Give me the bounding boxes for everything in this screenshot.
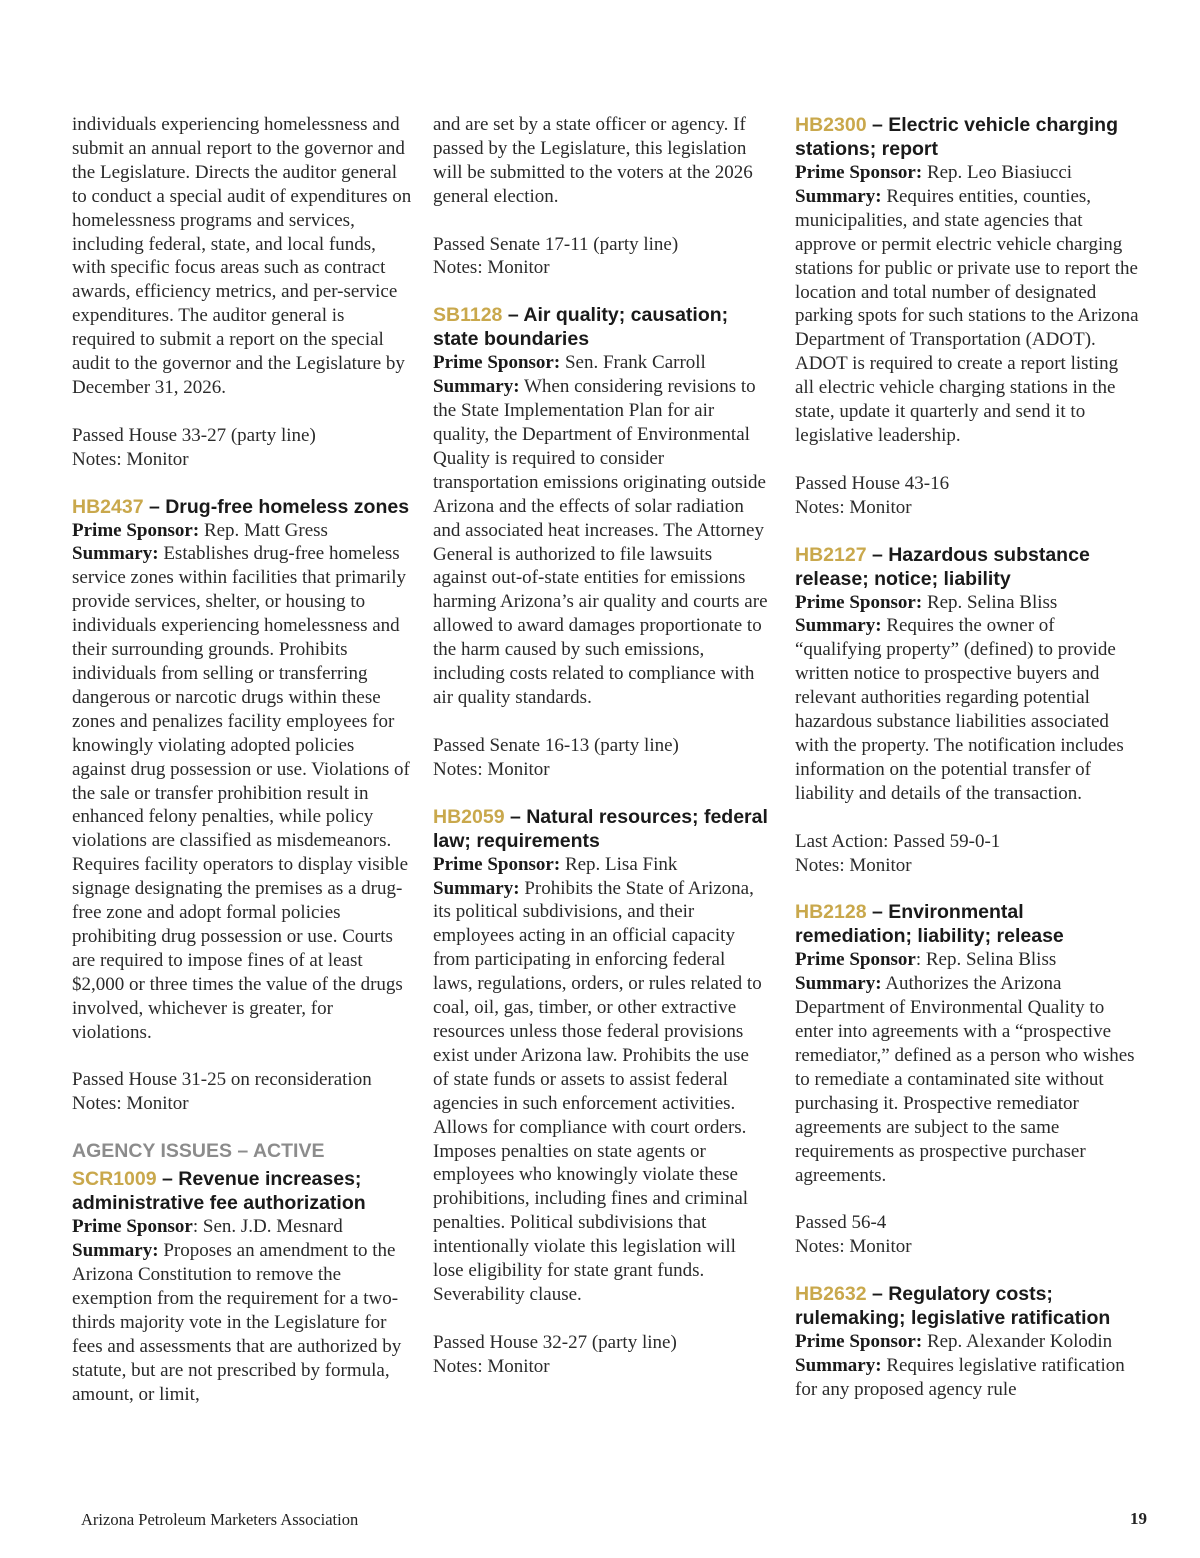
sponsor-label: Prime Sponsor: [795,1331,923,1353]
summary-label: Summary: [795,973,882,995]
bill-status: Last Action: Passed 59-0-1 [795,830,1001,852]
bill-notes: Notes: Monitor [433,257,550,279]
bill-heading [795,1282,1140,1330]
bill-status: Passed Senate 16-13 (party line) [433,734,679,756]
sponsor-label: Prime Sponsor [72,1216,193,1238]
bill-title: – Revenue increases; administrative fee authorization [72,1168,366,1215]
bill-code: SB1128 [433,304,503,327]
sponsor-label: Prime Sponsor [795,949,916,971]
bill-code: HB2437 [72,495,144,518]
body-text: and are set by a state officer or agency. If passed by the Legislature, this legislation will be submitted to the voters at the 2026 general election. [433,114,753,207]
summary-label: Summary: [795,1355,882,1377]
sponsor-label: Prime Sponsor: [433,352,561,374]
bill-summary [795,185,1140,448]
bill-heading [795,900,1140,948]
summary-label: Summary: [795,185,882,207]
prime-sponsor [433,853,768,877]
sponsor-name: Rep. Selina Bliss [922,591,1058,613]
bill-code: HB2127 [795,543,867,566]
summary-text: Requires legislative ratification for any proposed agency rule [795,1355,1125,1401]
summary-text: Requires entities, counties, municipalities, and state agencies that approve or permit electric vehicle charging stations for public or private use to report the location and total number of designated parking spots for such stations to the Arizona Department of Transportation (ADOT). ADOT is required to create a report listing all electric vehicle charging stations in the state, update it quarterly and send it to legislative leadership. [795,185,1139,446]
sponsor-name: Rep. Lisa Fink [560,853,678,875]
bill-status: Passed 56-4 [795,1212,887,1234]
summary-label: Summary: [433,877,520,899]
bill-status: Passed Senate 17-11 (party line) [433,233,679,255]
summary-text: When considering revisions to the State Implementation Plan for air quality, the Department of Environmental Quality is required to consider transportation emissions originating outside Arizona and the effects of solar radiation and associated heat increases. The Attorney General is authorized to file lawsuits against out-of-state entities for emissions harming Arizona’s air quality and courts are allowed to award damages proportionate to the harm caused by such emissions, including costs related to compliance with air quality standards. [433,376,768,709]
summary-text: Proposes an amendment to the Arizona Constitution to remove the exemption from the requirement for a two-thirds majority vote in the Legislature for fees and assessments that are authorized by statute, but are not prescribed by formula, amount, or limit, [72,1240,402,1405]
prime-sponsor [795,591,1140,615]
bill-notes: Notes: Monitor [433,758,550,780]
bill-summary [795,1354,1140,1402]
bill-notes: Notes: Monitor [433,1355,550,1377]
summary-label: Summary: [795,615,882,637]
bill-heading [72,1167,412,1215]
bill-heading [795,543,1140,591]
prime-sponsor [795,161,1140,185]
sponsor-label: Prime Sponsor: [795,162,923,183]
bill-status: Passed House 31-25 on reconsideration [72,1069,372,1091]
column-2 [433,113,768,1379]
bill-code: HB2632 [795,1283,867,1306]
column-3 [795,113,1140,1402]
prime-sponsor [72,1215,412,1239]
summary-label: Summary: [433,376,520,398]
bill-code: HB2300 [795,114,867,136]
bill-heading [433,303,768,351]
section-heading: AGENCY ISSUES – ACTIVE [72,1140,325,1163]
summary-label: Summary: [72,543,159,565]
bill-code: HB2059 [433,805,505,828]
bill-notes: Notes: Monitor [795,1236,912,1258]
bill-notes: Notes: Monitor [795,496,912,518]
prime-sponsor [433,351,768,375]
bill-heading [795,113,1140,161]
bill-summary [72,542,412,1044]
prime-sponsor [72,519,412,543]
column-1 [72,113,412,1406]
bill-heading [433,805,768,853]
bill-status: Passed House 43-16 [795,472,950,494]
prime-sponsor [795,948,1140,972]
bill-title: – Regulatory costs; rulemaking; legislative ratification [795,1283,1111,1330]
sponsor-name: Rep. Matt Gress [199,519,328,541]
footer-organization: Arizona Petroleum Marketers Association [81,1510,359,1529]
sponsor-label: Prime Sponsor: [433,853,561,875]
summary-text: Establishes drug-free homeless service zones within facilities that primarily provide services, shelter, or housing to individuals experiencing homelessness and their surrounding grounds. Prohibits individuals from selling or transferring dangerous or narcotic drugs within these zones and penalizes facility employees for knowingly violating adopted policies against drug possession or use. Violations of the sale or transfer prohibition result in enhanced felony penalties, while policy violations are classified as misdemeanors. Requires facility operators to display visible signage designating the premises as a drug-free zone and adopt formal policies prohibiting drug possession or use. Courts are required to impose fines of at least $2,000 or three times the value of the drugs involved, whichever is greater, for violations. [72,543,410,1043]
bill-title: – Hazardous substance release; notice; liability [795,543,1090,590]
bill-title: – Electric vehicle charging stations; report [795,114,1118,160]
sponsor-label: Prime Sponsor: [72,519,200,541]
sponsor-label: Prime Sponsor: [795,591,923,613]
body-text: individuals experiencing homelessness and submit an annual report to the governor and the Legislature. Directs the auditor general to conduct a special audit of expenditures on homelessness programs and services, including federal, state, and local funds, with specific focus areas such as contract awards, efficiency metrics, and per-service expenditures. The auditor general is required to submit a report on the special audit to the governor and the Legislature by December 31, 2026. [72,114,412,398]
bill-summary [433,375,768,710]
bill-title: – Natural resources; federal law; requirements [433,805,768,852]
bill-summary [795,972,1140,1187]
page-number: 19 [1130,1509,1147,1528]
sponsor-name: Sen. Frank Carroll [560,352,706,374]
bill-status: Passed House 33-27 (party line) [72,424,316,446]
summary-text: Prohibits the State of Arizona, its political subdivisions, and their employees acting in an official capacity from participating in enforcing federal laws, regulations, orders, or rules related to coal, oil, gas, timber, or other extractive resources unless those federal provisions exist under Arizona law. Prohibits the use of state funds or assets to assist federal agencies in such enforcement activities. Allows for compliance with court orders. Imposes penalties on state agents or employees who knowingly violate these prohibitions, including fines and criminal penalties. Political subdivisions that intentionally violate this legislation will lose eligibility for state grant funds. Severability clause. [433,877,762,1305]
bill-summary [433,877,768,1307]
bill-notes: Notes: Monitor [795,854,912,876]
sponsor-name: Rep. Alexander Kolodin [922,1331,1113,1353]
summary-text: Requires the owner of “qualifying property” (defined) to provide written notice to prospective buyers and relevant authorities regarding potential hazardous substance liabilities associated with the property. The notification includes information on the potential transfer of liability and details of the transaction. [795,615,1124,804]
bill-notes: Notes: Monitor [72,1093,189,1115]
bill-summary [795,614,1140,805]
sponsor-name: Rep. Leo Biasiucci [922,162,1073,183]
bill-status: Passed House 32-27 (party line) [433,1331,677,1353]
bill-summary [72,1239,412,1406]
bill-notes: Notes: Monitor [72,448,189,470]
sponsor-name: : Sen. J.D. Mesnard [192,1216,343,1238]
bill-title: – Environmental remediation; liability; release [795,901,1064,948]
bill-title: – Air quality; causation; state boundaries [433,304,729,351]
bill-code: SCR1009 [72,1168,157,1191]
sponsor-name: : Rep. Selina Bliss [915,949,1057,971]
summary-label: Summary: [72,1240,159,1262]
bill-code: HB2128 [795,901,867,924]
summary-text: Authorizes the Arizona Department of Environmental Quality to enter into agreements with a “prospective remediator,” defined as a person who wishes to remediate a contaminated site without purchasing it. Prospective remediator agreements are subject to the same requirements as prospective purchaser agreements. [795,973,1135,1186]
prime-sponsor [795,1330,1140,1354]
bill-heading [72,495,412,519]
bill-title: – Drug-free homeless zones [143,495,410,518]
